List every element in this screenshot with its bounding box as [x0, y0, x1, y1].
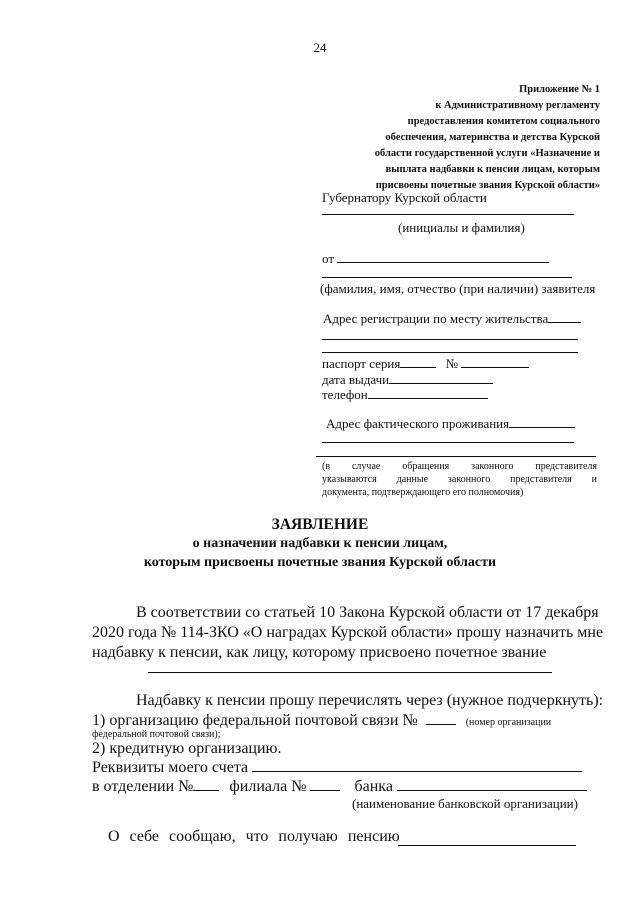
appendix-line: к Административному регламенту: [435, 100, 600, 111]
actual-address-row: [326, 415, 575, 432]
registration-line-3[interactable]: [322, 352, 578, 353]
from-field-line-2[interactable]: [322, 277, 572, 278]
passport-number-sign: №: [445, 356, 459, 371]
honorary-title-field[interactable]: [148, 672, 552, 673]
option-1-row: [92, 712, 551, 730]
option-1-note-cont: федеральной почтовой связи);: [92, 729, 221, 740]
registration-label: Адрес регистрации по месту жительства: [323, 311, 549, 326]
actual-address-line-2[interactable]: [322, 442, 574, 443]
doc-title: ЗАЯВЛЕНИЕ: [271, 516, 369, 533]
account-field[interactable]: [252, 759, 582, 772]
from-field[interactable]: [337, 250, 549, 263]
from-label: от: [322, 251, 335, 266]
account-row: [92, 759, 582, 777]
phone-row: [322, 386, 488, 403]
post-office-number-field[interactable]: [426, 712, 456, 725]
addressee-to: Губернатору Курской области: [322, 190, 487, 205]
appendix-line: области государственной услуги «Назначение и: [374, 148, 600, 159]
appendix-line: предоставления комитетом социального: [407, 116, 600, 127]
passport-row: [322, 355, 529, 372]
fio-label: (фамилия, имя, отчество (при наличии) заявителя: [320, 281, 596, 296]
body-p1-line3: надбавку к пенсии, как лицу, которому присвоено почетное звание: [92, 644, 547, 661]
issue-date-field[interactable]: [389, 371, 493, 384]
appendix-line: Приложение № 1: [519, 84, 600, 95]
page-number: 24: [313, 40, 327, 55]
bank-label: банка: [354, 778, 393, 795]
passport-series-field[interactable]: [400, 355, 436, 368]
phone-label: телефон: [322, 387, 368, 402]
option-1-text: 1) организацию федеральной почтовой связи №: [92, 712, 418, 729]
branch-number-field[interactable]: [193, 778, 219, 791]
appendix-line: обеспечения, материнства и детства Курской: [385, 132, 600, 143]
appendix-line: присвоены почетные звания Курской области»: [375, 180, 600, 191]
actual-address-label: Адрес фактического проживания: [326, 416, 510, 431]
about-row: [108, 828, 400, 846]
passport-series-label: паспорт серия: [322, 356, 401, 371]
bank-note: (наименование банковской организации): [352, 796, 578, 811]
bank-field[interactable]: [397, 778, 587, 791]
appendix-line: выплата надбавки к пенсии лицам, которым: [385, 164, 600, 175]
doc-subtitle-2: которым присвоены почетные звания Курской области: [143, 555, 497, 570]
actual-address-field[interactable]: [509, 415, 575, 428]
branch-row: [92, 778, 587, 796]
initials-label: (инициалы и фамилия): [398, 220, 525, 235]
option-2-text: 2) кредитную организацию.: [92, 740, 282, 757]
registration-line-2[interactable]: [322, 339, 578, 340]
registration-row: [323, 310, 581, 327]
body-p2-line1: Надбавку к пенсии прошу перечислять через (нужное подчеркнуть):: [136, 692, 604, 709]
note-line: документа, подтверждающего его полномочия): [322, 487, 524, 498]
registration-field[interactable]: [548, 310, 581, 323]
body-p1-line1: В соответствии со статьей 10 Закона Курской области от 17 декабря: [136, 604, 599, 621]
phone-field[interactable]: [368, 386, 488, 399]
about-label: О себе сообщаю, что получаю пенсию: [108, 828, 400, 845]
note-line: (в случае обращения законного представителя: [322, 461, 597, 472]
representative-note: [322, 460, 597, 499]
appendix-header: [280, 82, 600, 194]
doc-subtitle-1: о назначении надбавки к пенсии лицам,: [192, 536, 448, 551]
filial-number-field[interactable]: [310, 778, 340, 791]
option-1-note: (номер организации: [465, 717, 552, 728]
passport-number-field[interactable]: [461, 355, 529, 368]
note-line: указываются данные законного представителя и: [322, 474, 597, 485]
branch-label: в отделении №: [92, 778, 194, 795]
account-label: Реквизиты моего счета: [92, 759, 249, 776]
initials-line[interactable]: [322, 214, 574, 215]
body-p1-line2: 2020 года № 114-ЗКО «О наградах Курской области» прошу назначить мне: [92, 624, 604, 641]
from-row: [322, 250, 549, 267]
pension-field[interactable]: [398, 845, 576, 846]
note-separator: [316, 456, 596, 457]
issue-date-label: дата выдачи: [322, 372, 390, 387]
filial-label: филиала №: [229, 778, 307, 795]
